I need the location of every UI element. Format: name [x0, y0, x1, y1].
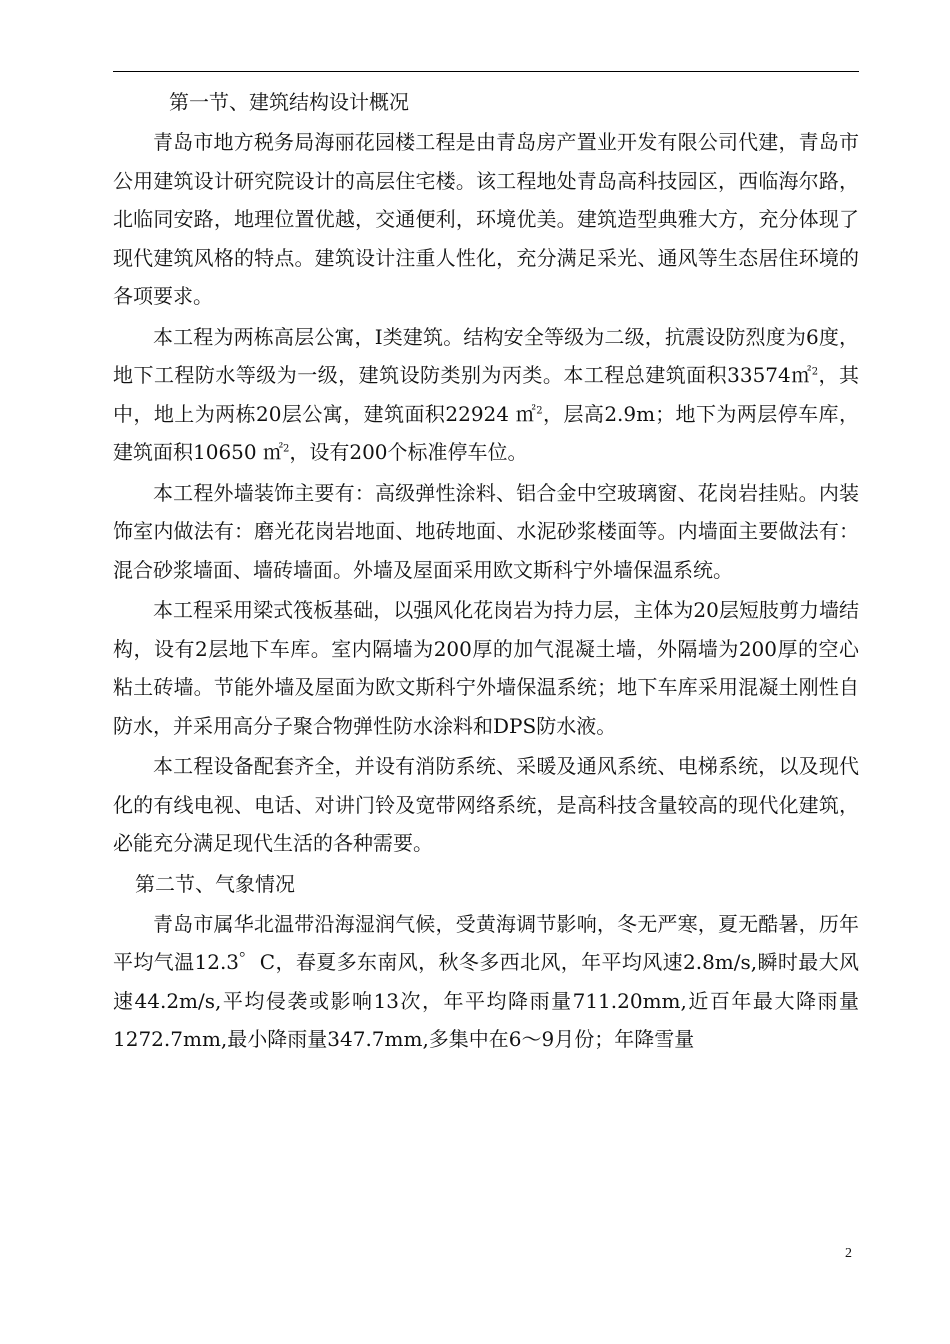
superscript: 2: [811, 366, 819, 378]
text-segment: ，其中，地上为两栋20层公寓，建筑面积22924 ㎡: [113, 363, 860, 426]
section-heading-2: 第二节、气象情况: [135, 871, 295, 896]
header-rule: [113, 71, 859, 72]
paragraph-structure: 本工程采用梁式筏板基础，以强风化花岗岩为持力层，主体为20层短肢剪力墙结构，设有2层地下车库。室内隔墙为200厚的加气混凝土墙，外隔墙为200厚的空心粘土砖墙。节能外墙及屋面为欧文斯科宁外墙保温系统；地下车库采用混凝土刚性自防水，并采用高分子聚合物弹性防水涂料和DPS防水液。: [113, 598, 859, 738]
paragraph-decoration: 本工程外墙装饰主要有：高级弹性涂料、铝合金中空玻璃窗、花岗岩挂贴。内装饰室内做法有：磨光花岗岩地面、地砖地面、水泥砂浆楼面等。内墙面主要做法有：混合砂浆墙面、墙砖墙面。外墙及屋面采用欧文斯科宁外墙保温系统。: [113, 480, 859, 582]
paragraph-project-overview: 青岛市地方税务局海丽花园楼工程是由青岛房产置业开发有限公司代建，青岛市公用建筑设计研究院设计的高层住宅楼。该工程地处青岛高科技园区，西临海尔路，北临同安路，地理位置优越，交通便利，环境优美。建筑造型典雅大方，充分体现了现代建筑风格的特点。建筑设计注重人性化，充分满足采光、通风等生态居住环境的各项要求。: [113, 130, 859, 308]
text-segment: ，设有200个标准停车位。: [289, 440, 528, 464]
paragraph-equipment: 本工程设备配套齐全，并设有消防系统、采暖及通风系统、电梯系统，以及现代化的有线电视、电话、对讲门铃及宽带网络系统，是高科技含量较高的现代化建筑，必能充分满足现代生活的各种需要。: [113, 754, 859, 855]
superscript: 2: [536, 404, 543, 416]
superscript: 2: [282, 443, 290, 455]
text-segment: ，层高2.9m；地下为两层停车库，建筑面积10650 ㎡: [113, 401, 859, 464]
paragraph-building-class: [113, 318, 859, 472]
page-number: 2: [845, 1246, 852, 1261]
document-body: [113, 83, 859, 1061]
paragraph-climate: 青岛市属华北温带沿海湿润气候，受黄海调节影响，冬无严寒，夏无酷暑，历年平均气温12.3゜C，春夏多东南风，秋冬多西北风，年平均风速2.8m/s,瞬时最大风速44.2m/s,平均侵袭或影响13次，年平均降雨量711.20mm,近百年最大降雨量1272.7mm,最小降雨量347.7mm,多集中在6～9月份；年降雪量: [113, 911, 859, 1051]
section-heading-1: 第一节、建筑结构设计概况: [169, 90, 409, 114]
text-segment: 本工程为两栋高层公寓，Ⅰ类建筑。结构安全等级为二级，抗震设防烈度为6度，地下工程防水等级为一级，建筑设防类别为丙类。本工程总建筑面积33574㎡: [113, 324, 859, 387]
